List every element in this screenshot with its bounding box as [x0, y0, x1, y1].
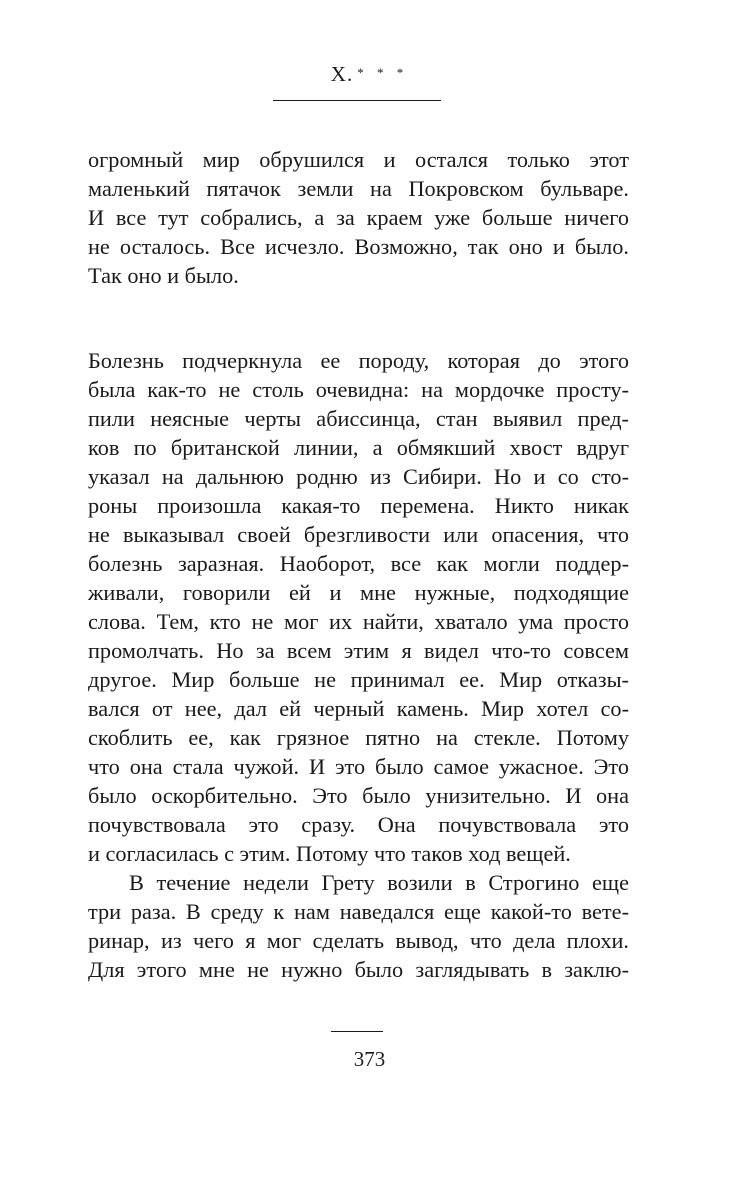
running-head — [0, 62, 739, 87]
text-line: маленький пятачок земли на Покровском бульваре. — [88, 176, 629, 201]
text-line: живали, говорили ей и мне нужные, подходящие — [88, 580, 629, 605]
text-line: Для этого мне не нужно было заглядывать в заклю- — [88, 957, 629, 982]
text-line: В течение недели Грету возили в Строгино еще — [129, 870, 629, 895]
text-line: Болезнь подчеркнула ее породу, которая до этого — [88, 348, 629, 373]
text-line: указал на дальнюю родню из Сибири. Но и со сто- — [88, 464, 629, 489]
text-line: ринар, из чего я мог сделать вывод, что дела плохи. — [88, 928, 629, 953]
page-number: 373 — [353, 1047, 386, 1071]
paragraph-group — [88, 346, 629, 984]
text-line: болезнь заразная. Наоборот, все как могли поддер- — [88, 551, 629, 576]
text-line: три раза. В среду к нам наведался еще какой-то вете- — [88, 899, 629, 924]
text-line: было оскорбительно. Это было унизительно. И она — [88, 783, 629, 808]
paragraph-1 — [88, 145, 629, 290]
text-line: роны произошла какая-то перемена. Никто никак — [88, 493, 629, 518]
text-line: ков по британской линии, а обмякший хвост вдруг — [88, 435, 629, 460]
text-line: не осталось. Все исчезло. Возможно, так оно и было. — [88, 234, 629, 259]
text-line: Так оно и было. — [88, 263, 239, 288]
text-line: промолчать. Но за всем этим я видел что-то совсем — [88, 638, 629, 663]
text-line: пили неясные черты абиссинца, стан выявил пред- — [88, 406, 629, 431]
text-line: скоблить ее, как грязное пятно на стекле. Потому — [88, 725, 629, 750]
chapter-number: X. — [330, 62, 354, 86]
text-line: и согласилась с этим. Потому что таков ход вещей. — [88, 841, 571, 866]
text-line: почувствовала это сразу. Она почувствовала это — [88, 812, 629, 837]
text-line: была как-то не столь очевидна: на мордочке просту- — [88, 377, 629, 402]
text-line: огромный мир обрушился и остался только этот — [88, 147, 629, 172]
header-rule — [273, 100, 441, 101]
text-line: не выказывал своей брезгливости или опасения, что — [88, 522, 629, 547]
paragraph-2 — [88, 346, 629, 868]
text-line: что она стала чужой. И это было самое ужасное. Это — [88, 754, 629, 779]
ornament: * * * — [357, 65, 409, 80]
text-line: другое. Мир больше не принимал ее. Мир отказы- — [88, 667, 629, 692]
text-line: вался от нее, дал ей черный камень. Мир хотел со- — [88, 696, 629, 721]
paragraph-3 — [88, 868, 629, 984]
footer-rule — [331, 1031, 383, 1032]
text-line: слова. Тем, кто не мог их найти, хватало ума просто — [88, 609, 629, 634]
text-line: И все тут собрались, а за краем уже больше ничего — [88, 205, 629, 230]
